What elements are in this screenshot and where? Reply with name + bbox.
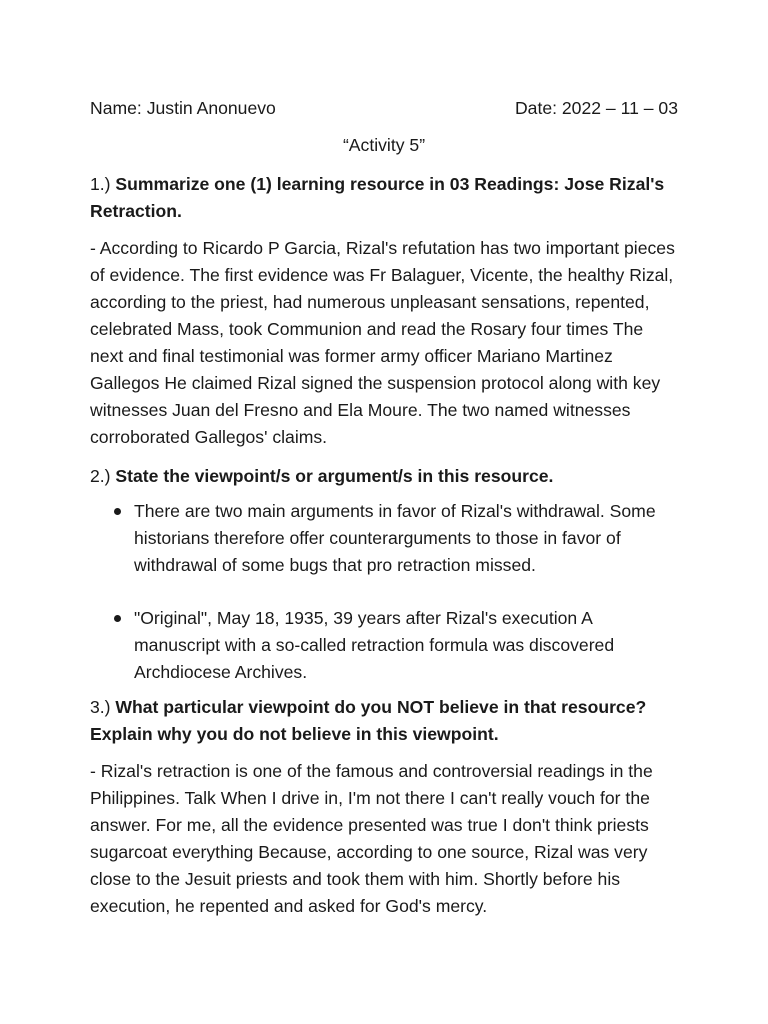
question-3 — [90, 694, 678, 748]
question-2-number: 2.) — [90, 466, 116, 486]
bullet-icon — [114, 615, 121, 622]
submission-date: Date: 2022 – 11 – 03 — [514, 98, 678, 118]
list-item-text: There are two main arguments in favor of Rizal's withdrawal. Some historians therefore offer counterarguments to those in favor of withdrawal of some bugs that pro retraction missed. — [134, 501, 656, 575]
question-3-number: 3.) — [90, 697, 116, 717]
student-name: Name: Justin Anonuevo — [90, 98, 276, 118]
question-2-text: State the viewpoint/s or argument/s in this resource. — [115, 466, 554, 486]
question-1 — [90, 171, 678, 225]
document-title: “Activity 5” — [342, 135, 426, 155]
question-1-number: 1.) — [90, 174, 116, 194]
question-3-text: What particular viewpoint do you NOT believe in that resource? Explain why you do not believe in this viewpoint. — [90, 697, 647, 744]
header-row — [90, 95, 678, 122]
list-item — [134, 605, 678, 686]
answer-2-list — [90, 498, 678, 686]
bullet-icon — [114, 508, 121, 515]
answer-1: - According to Ricardo P Garcia, Rizal's refutation has two important pieces of evidence. The first evidence was Fr Balaguer, Vicente, the healthy Rizal, according to the priest, had numerous unpleasant sensations, repented, celebrated Mass, took Communion and read the Rosary four times The next and final testimonial was former army officer Mariano Martinez Gallegos He claimed Rizal signed the suspension protocol along with key witnesses Juan del Fresno and Ela Moure. The two named witnesses corroborated Gallegos' claims. — [90, 238, 675, 447]
list-item-text: "Original", May 18, 1935, 39 years after Rizal's execution A manuscript with a so-called retraction formula was discovered Archdiocese Archives. — [134, 608, 615, 682]
question-1-text: Summarize one (1) learning resource in 03 Readings: Jose Rizal's Retraction. — [90, 174, 665, 221]
answer-3: - Rizal's retraction is one of the famous and controversial readings in the Philippines. Talk When I drive in, I'm not there I can't really vouch for the answer. For me, all the evidence presented was true I don't think priests sugarcoat everything Because, according to one source, Rizal was very close to the Jesuit priests and took them with him. Shortly before his execution, he repented and asked for God's mercy. — [90, 761, 653, 916]
question-2 — [90, 463, 678, 490]
list-item — [134, 498, 678, 579]
